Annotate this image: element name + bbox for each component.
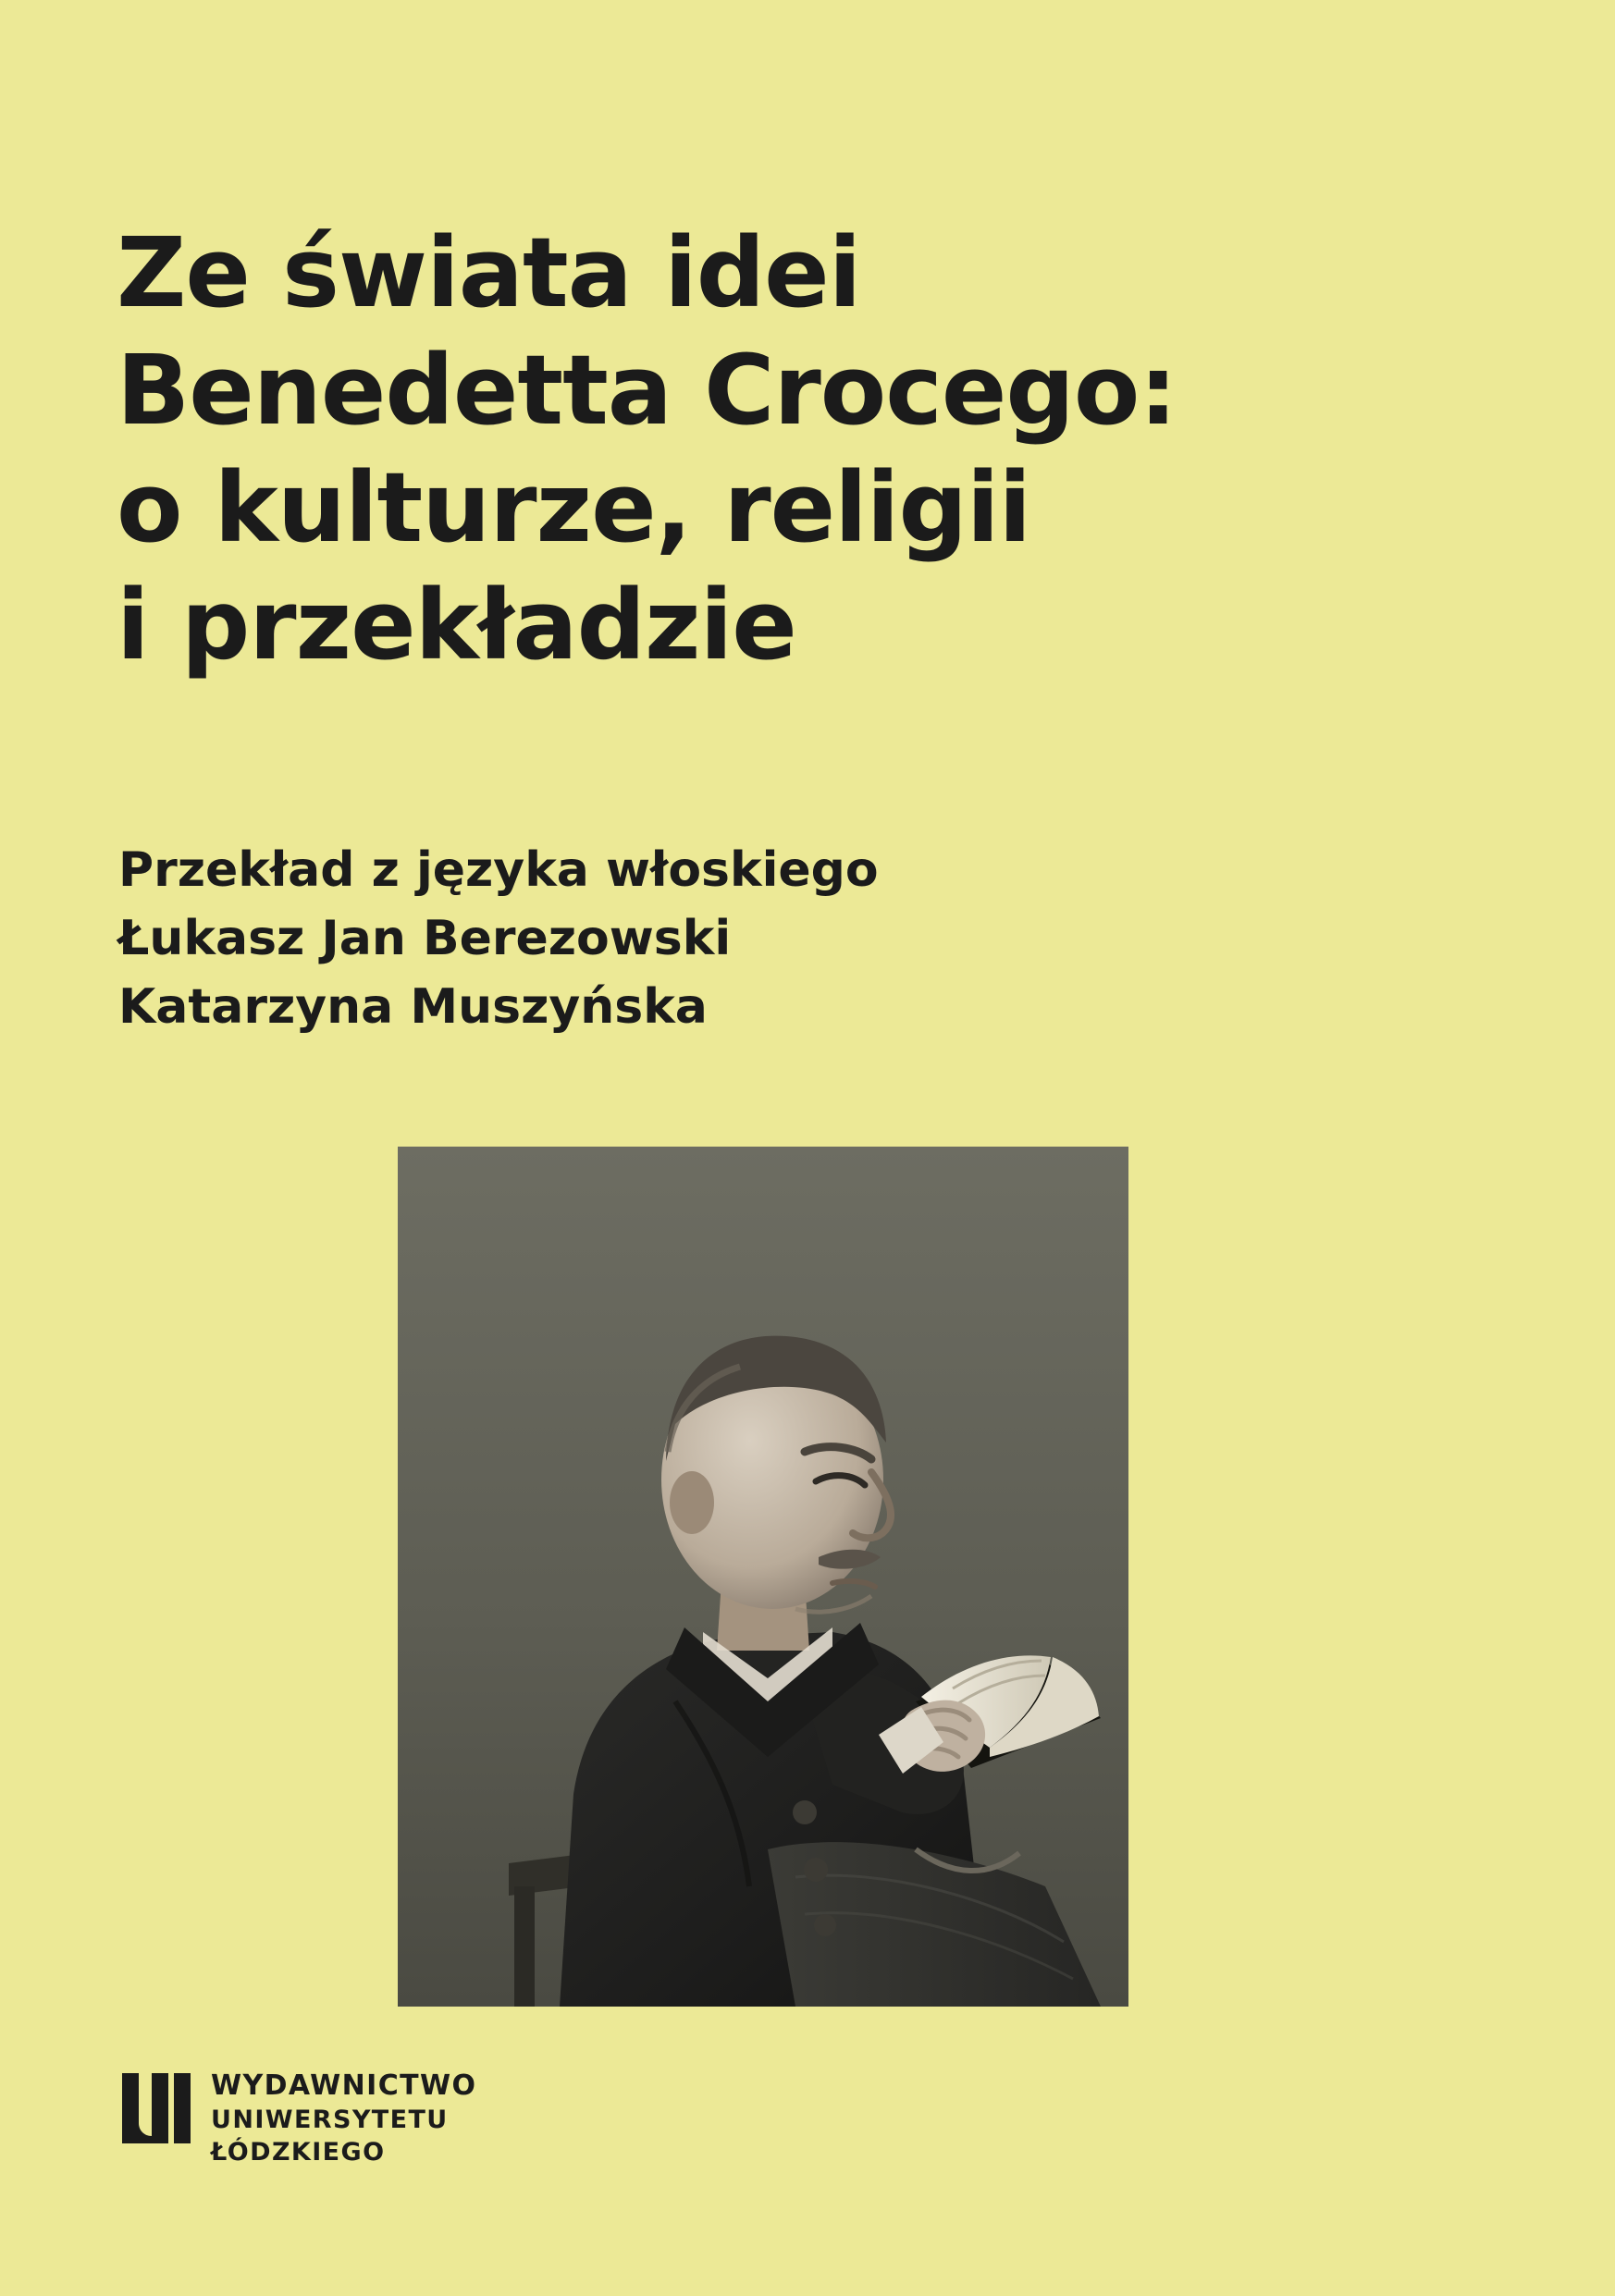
publisher-line-3: ŁÓDZKIEGO — [211, 2138, 386, 2167]
title-line-3: o kulturze, religii — [117, 450, 1031, 564]
publisher-name — [211, 2066, 476, 2168]
portrait-illustration — [398, 1147, 1128, 2007]
publisher-line-2: UNIWERSYTETU — [211, 2106, 449, 2134]
book-title — [117, 215, 1504, 684]
ul-logo-icon — [118, 2066, 191, 2151]
translation-note: Przekład z języka włoskiego — [118, 842, 879, 898]
publisher-line-1: WYDAWNICTWO — [211, 2069, 477, 2102]
title-line-4: i przekładzie — [117, 568, 796, 681]
title-line-2: Benedetta Crocego: — [117, 333, 1177, 447]
publisher-logo — [118, 2066, 476, 2168]
translator-name-2: Katarzyna Muszyńska — [118, 978, 708, 1035]
translator-name-1: Łukasz Jan Berezowski — [118, 910, 732, 966]
author-portrait — [398, 1147, 1128, 2007]
translators-credit — [118, 837, 1413, 1041]
title-line-1: Ze świata idei — [117, 216, 861, 329]
